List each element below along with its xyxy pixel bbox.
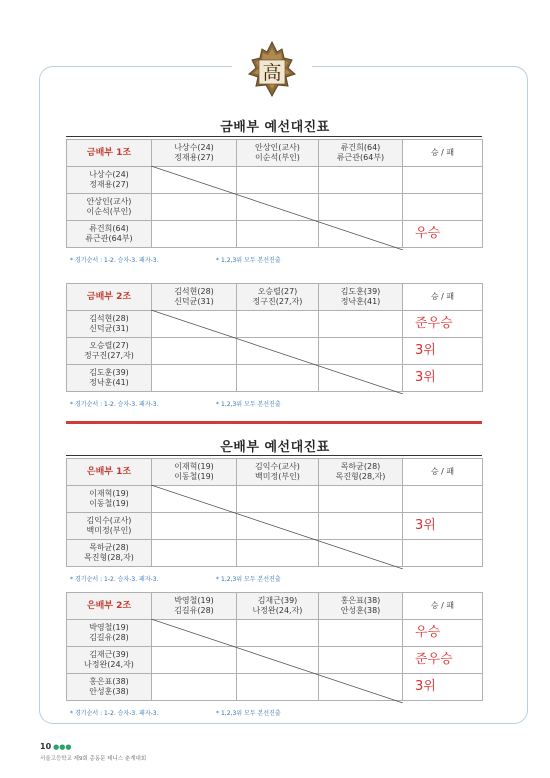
row-player-1: 이재혁(19) 이동철(19) [67,486,152,513]
column-player-3: 목하균(28) 목진형(28,자) [319,459,403,486]
column-player-3: 김도훈(39) 정낙훈(41) [319,284,403,311]
group-table-silver-2 [66,592,483,701]
result-header: 승 / 패 [403,140,483,167]
row-player-3: 홍은표(38) 안성훈(38) [67,674,152,701]
column-player-1: 박영철(19) 김길유(28) [152,593,237,620]
group-table-gold-2 [66,283,483,392]
group-name: 은배부 1조 [67,459,152,486]
result-cell [403,199,415,214]
emblem-char: 高 [262,62,282,84]
row-player-3: 류건희(64) 류근관(64부) [67,221,152,248]
result-cell: 3위 [415,342,436,358]
row-player-3: 김도훈(39) 정낙훈(41) [67,365,152,392]
result-cell [403,545,415,560]
column-player-2: 김재근(39) 나정완(24,자) [237,593,319,620]
result-header: 승 / 패 [403,593,483,620]
section-title-silver: 은배부 예선대진표 [220,440,330,455]
result-header: 승 / 패 [403,459,483,486]
row-player-1: 나상수(24) 정재용(27) [67,167,152,194]
page-number: 10 ●●● [40,742,72,751]
advance-note: * 1,2,3위 모두 본선진출 [216,576,281,583]
column-player-1: 이재혁(19) 이동철(19) [152,459,237,486]
match-order-note: * 경기순서 : 1-2. 승자-3. 패자-3. [70,401,159,408]
row-player-2: 오승렬(27) 정구진(27,자) [67,338,152,365]
footer-text: 서울고등학교 제9회 총동문 테니스 춘계대회 [40,756,147,762]
group-table-silver-1 [66,458,483,567]
column-player-3: 류건희(64) 류근관(64부) [319,140,403,167]
result-cell: 우승 [415,225,441,241]
row-player-2: 김재근(39) 나정완(24,자) [67,647,152,674]
match-order-note: * 경기순서 : 1-2. 승자-3. 패자-3. [70,710,159,717]
section-rule [66,455,482,456]
section-title-gold: 금배부 예선대진표 [220,120,330,135]
group-name: 금배부 2조 [67,284,152,311]
column-player-1: 나상수(24) 정재용(27) [152,140,237,167]
school-emblem-icon [246,40,298,100]
result-cell: 3위 [415,678,436,694]
match-order-note: * 경기순서 : 1-2. 승자-3. 패자-3. [70,257,159,264]
advance-note: * 1,2,3위 모두 본선진출 [216,401,281,408]
row-player-2: 안상인(교사) 이순석(부인) [67,194,152,221]
column-player-2: 안상인(교사) 이순석(부인) [237,140,319,167]
column-player-2: 김익수(교사) 백미정(부인) [237,459,319,486]
result-cell: 준우승 [415,315,453,331]
column-player-3: 홍은표(38) 안성훈(38) [319,593,403,620]
result-cell [403,491,415,506]
row-player-2: 김익수(교사) 백미정(부인) [67,513,152,540]
group-name: 금배부 1조 [67,140,152,167]
advance-note: * 1,2,3위 모두 본선진출 [216,710,281,717]
group-name: 은배부 2조 [67,593,152,620]
match-order-note: * 경기순서 : 1-2. 승자-3. 패자-3. [70,576,159,583]
result-cell [403,172,415,187]
result-cell: 준우승 [415,651,453,667]
column-player-1: 김석현(28) 신덕균(31) [152,284,237,311]
result-cell: 우승 [415,624,441,640]
section-rule [66,136,482,137]
row-player-1: 김석현(28) 신덕균(31) [67,311,152,338]
section-divider [66,421,482,424]
row-player-3: 목하균(28) 목진형(28,자) [67,540,152,567]
group-table-gold-1 [66,139,483,248]
advance-note: * 1,2,3위 모두 본선진출 [216,257,281,264]
result-header: 승 / 패 [403,284,483,311]
result-cell: 3위 [415,517,436,533]
column-player-2: 오승렬(27) 정구진(27,자) [237,284,319,311]
result-cell: 3위 [415,369,436,385]
row-player-1: 박영철(19) 김길유(28) [67,620,152,647]
